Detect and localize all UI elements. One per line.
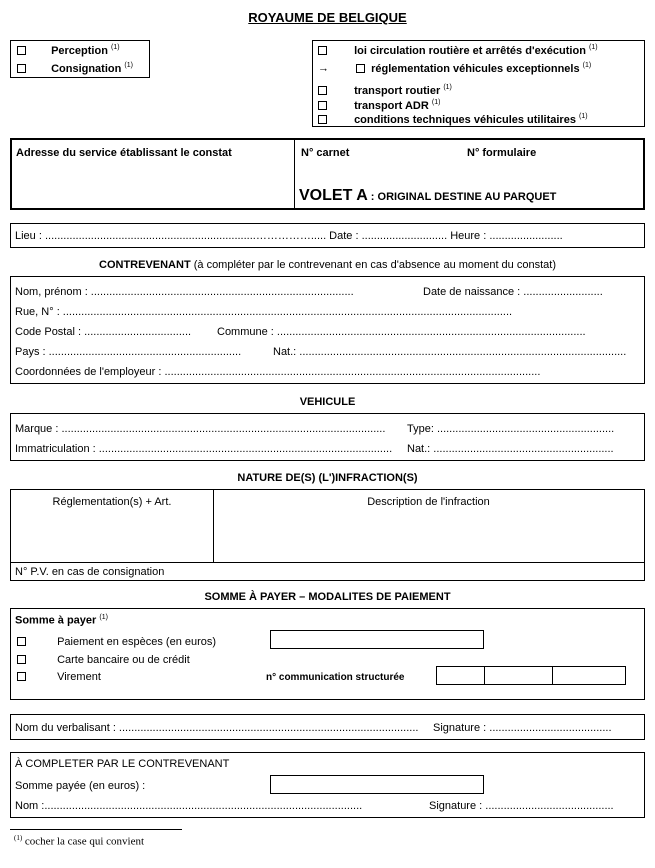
vehicule-nationalite-field[interactable]: Nat.: ........................................................... bbox=[407, 443, 614, 455]
divider bbox=[11, 562, 644, 563]
employeur-field[interactable]: Coordonnées de l'employeur : ........................................................................................................................... bbox=[15, 366, 541, 378]
perception-checkbox[interactable] bbox=[17, 46, 26, 55]
contrevenant-box bbox=[10, 276, 645, 384]
perception-option[interactable] bbox=[17, 44, 120, 57]
loi-circulation-checkbox[interactable] bbox=[318, 46, 327, 55]
option-vehicules-exceptionnels[interactable] bbox=[318, 62, 591, 75]
verbalisant-nom-field[interactable]: Nom du verbalisant : .................................................................................................. bbox=[15, 722, 419, 734]
nom-prenom-field[interactable]: Nom, prénom : ...................................................................................... bbox=[15, 286, 354, 298]
especes-label: Paiement en espèces (en euros) bbox=[57, 636, 217, 648]
immatriculation-field[interactable]: Immatriculation : ................................................................................................ bbox=[15, 443, 393, 455]
loi-circulation-label: loi circulation routière et arrêtés d'exécution bbox=[354, 44, 586, 57]
transport-routier-checkbox[interactable] bbox=[318, 86, 327, 95]
perception-label: Perception bbox=[51, 44, 108, 57]
option-transport-routier[interactable] bbox=[318, 84, 452, 97]
consignation-checkbox[interactable] bbox=[17, 64, 26, 73]
virement-option[interactable] bbox=[17, 671, 101, 683]
footnote-text: cocher la case qui convient bbox=[22, 835, 145, 848]
marque-field[interactable]: Marque : .......................................................................................................... bbox=[15, 423, 386, 435]
contrevenant-signature-field[interactable]: Signature : .......................................... bbox=[429, 800, 614, 812]
infraction-title: NATURE DE(S) (L')INFRACTION(S) bbox=[237, 472, 418, 484]
communication-structuree-input[interactable] bbox=[436, 666, 626, 685]
volet-letter: VOLET A bbox=[299, 187, 368, 204]
right-options-box bbox=[312, 40, 645, 127]
carnet-label: N° carnet bbox=[301, 147, 350, 159]
vehicules-exceptionnels-label: réglementation véhicules exceptionnels bbox=[371, 62, 580, 75]
pays-field[interactable]: Pays : ............................................................... bbox=[15, 346, 242, 358]
conditions-techniques-checkbox[interactable] bbox=[318, 115, 327, 124]
footnote-ref: (1) bbox=[431, 99, 441, 106]
paiement-especes-option[interactable] bbox=[17, 636, 216, 648]
rue-field[interactable]: Rue, N° : ................................................................................................................................................... bbox=[15, 306, 513, 318]
verbalisant-box bbox=[10, 714, 645, 740]
code-postal-field[interactable]: Code Postal : ................................... bbox=[15, 326, 192, 338]
page-title: ROYAUME DE BELGIQUE bbox=[248, 10, 407, 25]
contrevenant-completion-box bbox=[10, 752, 645, 818]
divider bbox=[552, 667, 553, 684]
address-label: Adresse du service établissant le constat bbox=[16, 147, 232, 159]
footnote-ref: (1) bbox=[579, 113, 588, 120]
carte-bancaire-option[interactable] bbox=[17, 654, 190, 666]
consignation-option[interactable] bbox=[17, 62, 133, 75]
completion-title: À COMPLETER PAR LE CONTREVENANT bbox=[15, 758, 230, 770]
footnote-ref: (1) bbox=[588, 44, 598, 51]
footnote-ref: (1) bbox=[582, 62, 592, 69]
conditions-techniques-label: conditions techniques véhicules utilitaires bbox=[354, 113, 576, 126]
footnote-ref: (1) bbox=[110, 44, 120, 51]
consignation-label: Consignation bbox=[51, 62, 122, 75]
lieu-date-heure-field[interactable]: Lieu : .....................................................................……………..... Date : ............................ Heure : ........................ bbox=[15, 230, 563, 242]
option-transport-adr[interactable] bbox=[318, 99, 440, 112]
especes-checkbox[interactable] bbox=[17, 637, 26, 646]
somme-heading bbox=[15, 614, 108, 627]
volet-title bbox=[299, 187, 556, 205]
carte-label: Carte bancaire ou de crédit bbox=[57, 654, 190, 666]
virement-label: Virement bbox=[57, 671, 101, 683]
formulaire-label: N° formulaire bbox=[467, 147, 537, 159]
communication-label: n° communication structurée bbox=[266, 672, 405, 683]
transport-routier-label: transport routier bbox=[354, 84, 441, 97]
pv-consignation-field[interactable]: N° P.V. en cas de consignation bbox=[15, 566, 165, 578]
carte-checkbox[interactable] bbox=[17, 655, 26, 664]
option-loi-circulation[interactable] bbox=[318, 44, 598, 57]
contrevenant-title: CONTREVENANT bbox=[99, 259, 191, 271]
type-field[interactable]: Type: .......................................................... bbox=[407, 423, 615, 435]
reglementation-header: Réglementation(s) + Art. bbox=[52, 496, 172, 508]
nationalite-field[interactable]: Nat.: ........................................................................................................... bbox=[273, 346, 627, 358]
somme-payee-label: Somme payée (en euros) : bbox=[15, 780, 146, 792]
footnote-mark: (1) bbox=[14, 834, 23, 842]
verbalisant-signature-field[interactable]: Signature : ........................................ bbox=[433, 722, 612, 734]
date-naissance-field[interactable]: Date de naissance : .......................... bbox=[423, 286, 603, 298]
somme-label: Somme à payer bbox=[15, 614, 97, 627]
paiement-title: SOMME À PAYER – MODALITES DE PAIEMENT bbox=[204, 591, 451, 603]
commune-field[interactable]: Commune : ..................................................................................................... bbox=[217, 326, 586, 338]
virement-checkbox[interactable] bbox=[17, 672, 26, 681]
transport-adr-label: transport ADR bbox=[354, 99, 429, 112]
contrevenant-subtitle: (à compléter par le contrevenant en cas d'absence au moment du constat) bbox=[190, 259, 556, 271]
vehicule-title: VEHICULE bbox=[299, 396, 356, 408]
description-header: Description de l'infraction bbox=[367, 496, 490, 508]
vehicule-box bbox=[10, 413, 645, 461]
divider bbox=[294, 140, 295, 208]
somme-payee-input[interactable] bbox=[270, 775, 484, 794]
contrevenant-nom-field[interactable]: Nom :........................................................................................................ bbox=[15, 800, 363, 812]
arrow-icon: → bbox=[318, 62, 329, 75]
lieu-date-box bbox=[10, 223, 645, 248]
footnote-ref: (1) bbox=[99, 614, 108, 621]
footnote-ref: (1) bbox=[443, 84, 452, 91]
footnote bbox=[14, 834, 144, 848]
montant-input[interactable] bbox=[270, 630, 484, 649]
transport-adr-checkbox[interactable] bbox=[318, 101, 327, 110]
footnote-rule bbox=[10, 829, 182, 830]
vehicules-exceptionnels-checkbox[interactable] bbox=[356, 64, 365, 73]
infraction-box bbox=[10, 489, 645, 581]
divider bbox=[484, 667, 485, 684]
service-header-box bbox=[10, 138, 645, 210]
footnote-ref: (1) bbox=[124, 62, 133, 69]
volet-description: : ORIGINAL DESTINE AU PARQUET bbox=[367, 191, 557, 203]
left-options-box bbox=[10, 40, 150, 78]
paiement-box bbox=[10, 608, 645, 700]
contrevenant-heading bbox=[0, 259, 655, 271]
option-conditions-techniques[interactable] bbox=[318, 113, 588, 126]
